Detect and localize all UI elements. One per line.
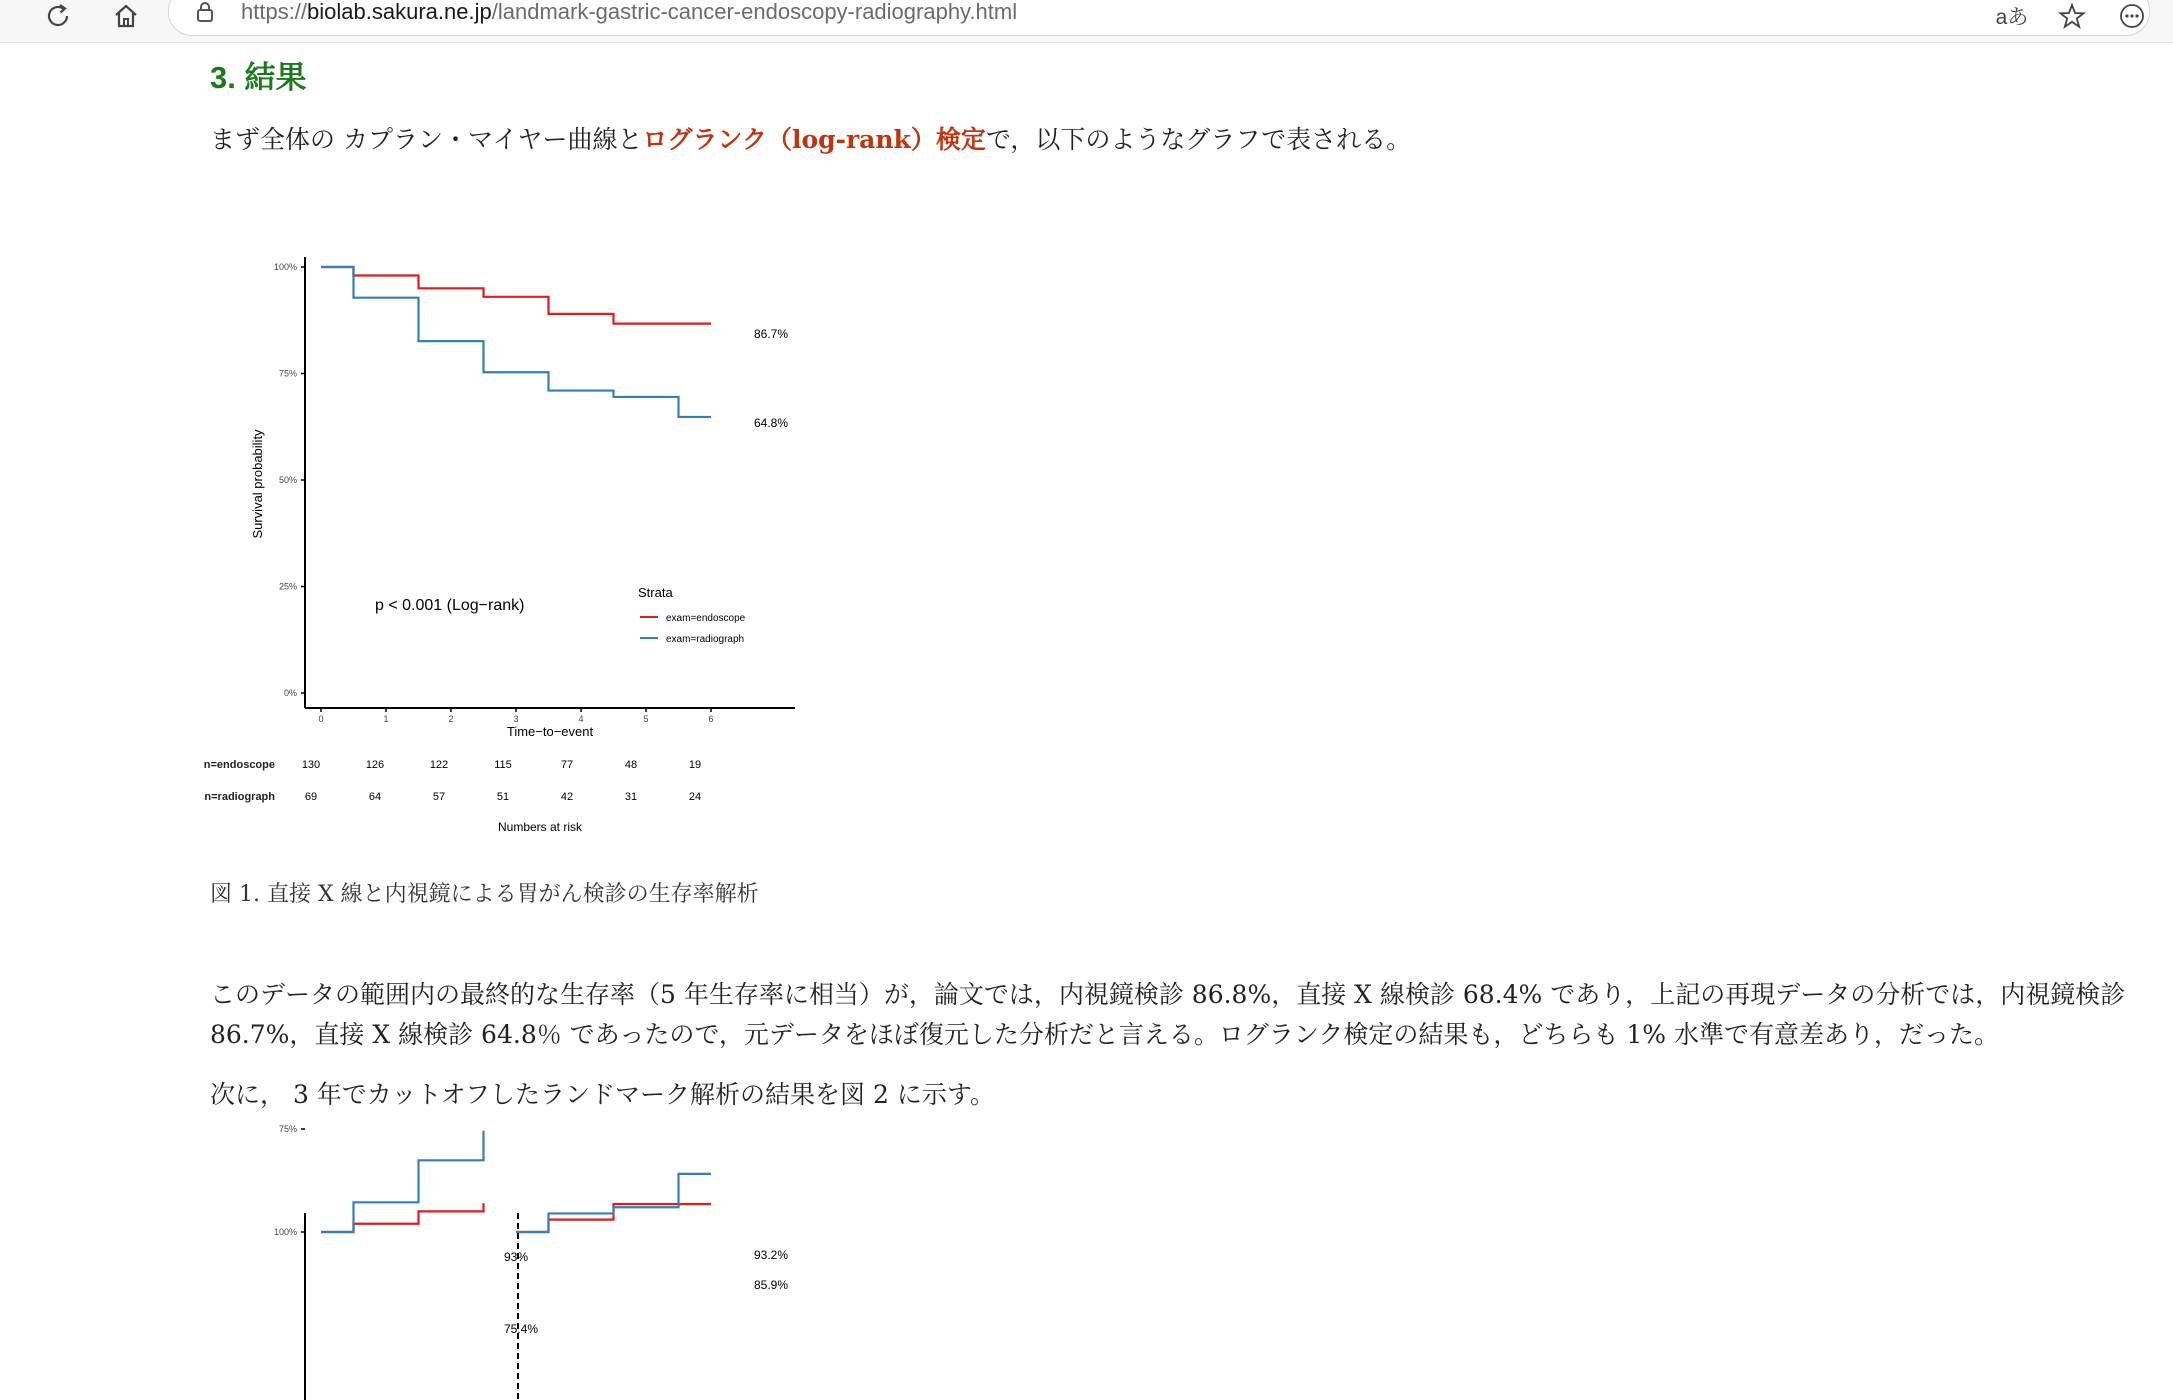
result-paragraph: このデータの範囲内の最終的な生存率（5 年生存率に相当）が，論文では，内視鏡検診 86.8%，直接 X 線検診 68.4% であり，上記の再現データの分析では，内視鏡検診 86.7%，直接 X 線検診 64.8％ であったので，元データをほぼ復元した分析だと言える。ログランク検定の結果も，どちらも 1% 水準で有意差あり，だった。 (210, 980, 2126, 1049)
y-tick-label: 50% (278, 475, 297, 485)
risk-row-label-endoscope: n=endoscope (203, 759, 275, 771)
risk-table (204, 759, 701, 834)
x-tick-label: 1 (383, 714, 389, 724)
figure-1-caption: 図 1. 直接 X 線と内視鏡による胃がん検診の生存率解析 (210, 882, 759, 907)
more-icon (2117, 1, 2147, 31)
landmark-label-endoscope: 93% (504, 1250, 529, 1264)
lock-icon[interactable] (195, 1, 215, 23)
curve-endoscope (321, 1203, 484, 1232)
figure-2-landmark-chart (210, 1124, 810, 1400)
legend-title: Strata (638, 585, 673, 600)
url-text[interactable] (241, 0, 1017, 25)
series-lines (321, 267, 711, 417)
star-icon (2058, 2, 2086, 30)
risk-table-title: Numbers at risk (497, 820, 583, 834)
landmark-label-radiograph: 75.4% (504, 1322, 539, 1336)
curve-radiograph (321, 1131, 484, 1232)
risk-value-endoscope: 122 (429, 759, 449, 771)
x-tick-label: 0 (318, 714, 324, 724)
x-tick-label: 2 (448, 714, 454, 724)
refresh-button[interactable] (36, 0, 80, 38)
curve-radiograph (321, 267, 711, 417)
legend-label-radiograph: exam=radiograph (666, 634, 745, 645)
read-aloud-icon: aあ (1995, 6, 2029, 29)
y-tick-label: 0% (283, 688, 297, 698)
intro-paragraph (210, 120, 1411, 160)
favorite-button[interactable] (2052, 0, 2092, 34)
risk-value-endoscope: 19 (688, 759, 702, 771)
risk-value-radiograph: 51 (496, 791, 510, 803)
url-path: /landmark-gastric-cancer-endoscopy-radiography.html (491, 0, 1018, 24)
x-tick-label: 6 (708, 714, 714, 724)
refresh-icon (43, 1, 73, 31)
url-host: biolab.sakura.ne.jp (307, 0, 492, 24)
home-button[interactable] (104, 0, 148, 38)
figure-1-km-chart (203, 248, 810, 848)
end-label-endoscope: 86.7% (754, 327, 789, 341)
home-icon (111, 1, 141, 31)
y-axis-label: Survival probability (250, 429, 265, 539)
plot-area (250, 257, 795, 739)
address-bar[interactable] (168, 0, 2150, 36)
y-ticks (274, 1124, 305, 1237)
y-tick-label: 75% (278, 368, 297, 379)
legend-label-endoscope: exam=endoscope (666, 613, 746, 624)
logrank-link[interactable]: ログランク（log-rank）検定 (642, 125, 986, 154)
x-tick-label: 5 (643, 714, 649, 724)
risk-value-endoscope: 48 (624, 759, 638, 771)
risk-value-endoscope: 126 (365, 759, 385, 771)
y-tick-label: 100% (273, 1227, 297, 1237)
risk-value-radiograph: 24 (688, 791, 702, 803)
pvalue-annotation: p < 0.001 (Log−rank) (375, 597, 525, 614)
risk-value-radiograph: 64 (368, 791, 382, 803)
risk-value-endoscope: 130 (301, 759, 321, 771)
risk-row-label-radiograph: n=radiograph (204, 791, 275, 803)
risk-value-radiograph: 57 (432, 791, 446, 803)
landmark-paragraph: 次に， 3 年でカットオフしたランドマーク解析の結果を図 2 に示す。 (210, 1080, 995, 1109)
risk-value-radiograph: 69 (304, 791, 318, 803)
y-tick-label: 100% (273, 262, 297, 272)
x-tick-label: 4 (578, 714, 584, 724)
settings-more-button[interactable] (2112, 0, 2152, 34)
risk-values (302, 759, 701, 803)
risk-value-radiograph: 31 (624, 791, 638, 803)
x-tick-label: 3 (513, 714, 519, 724)
y-ticks (274, 262, 305, 698)
end-label-endoscope: 93.2% (754, 1248, 789, 1262)
y-tick-label: 75% (278, 1124, 297, 1134)
read-aloud-button[interactable] (1992, 0, 2032, 34)
y-tick-label: 25% (278, 581, 297, 592)
url-scheme: https:// (241, 0, 308, 24)
x-ticks (318, 708, 713, 724)
legend (638, 585, 746, 645)
x-axis-label: Time−to−event (506, 724, 594, 739)
intro-text-pre: まず全体の カプラン・マイヤー曲線と (210, 125, 643, 154)
end-label-radiograph: 64.8% (754, 416, 789, 430)
risk-value-endoscope: 115 (494, 759, 512, 771)
intro-text-post: で，以下のようなグラフで表される。 (985, 125, 1412, 154)
browser-toolbar (0, 0, 2173, 43)
series-lines (321, 1131, 711, 1232)
curve-endoscope (321, 267, 711, 324)
end-label-radiograph: 85.9% (754, 1278, 789, 1292)
risk-value-endoscope: 77 (560, 759, 574, 771)
section-heading: 3. 結果 (210, 60, 307, 95)
risk-value-radiograph: 42 (560, 791, 574, 803)
